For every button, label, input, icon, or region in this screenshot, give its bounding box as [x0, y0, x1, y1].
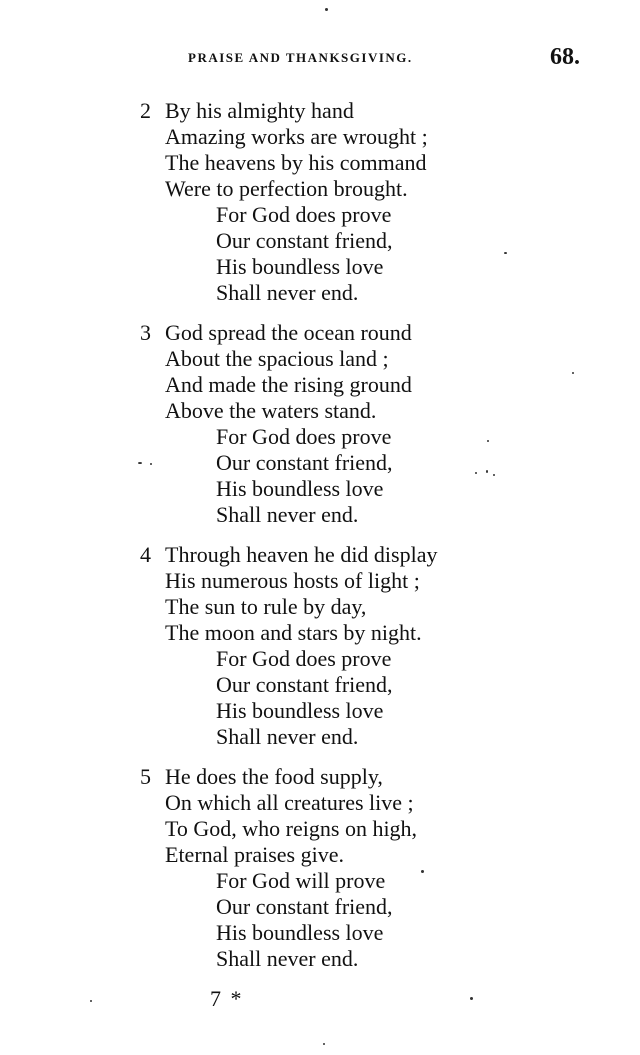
- verse-line: By his almighty hand: [165, 98, 354, 123]
- refrain-line: For God does prove: [216, 202, 392, 227]
- print-speck: [421, 870, 424, 873]
- verse-line: And made the rising ground: [165, 372, 412, 397]
- print-speck: [487, 440, 489, 442]
- refrain-line: For God does prove: [216, 646, 392, 671]
- print-speck: [475, 472, 477, 474]
- refrain-line: His boundless love: [216, 476, 384, 501]
- verse-line: Through heaven he did display: [165, 542, 438, 567]
- print-speck: [323, 1043, 325, 1045]
- signature-mark: 7 *: [210, 986, 244, 1011]
- refrain-line: Our constant friend,: [216, 450, 393, 475]
- verse-line: God spread the ocean round: [165, 320, 412, 345]
- verse-line: The heavens by his command: [165, 150, 427, 175]
- page-number: 68.: [550, 44, 580, 70]
- refrain-line: Our constant friend,: [216, 894, 393, 919]
- refrain-line: For God will prove: [216, 868, 386, 893]
- running-title: PRAISE AND THANKSGIVING.: [188, 50, 413, 65]
- stanza-number: 3: [140, 320, 151, 345]
- verse-line: The sun to rule by day,: [165, 594, 367, 619]
- print-speck: [504, 252, 507, 254]
- refrain-line: Shall never end.: [216, 724, 359, 749]
- refrain-line: Shall never end.: [216, 502, 359, 527]
- refrain-line: Our constant friend,: [216, 228, 393, 253]
- verse-line: On which all creatures live ;: [165, 790, 414, 815]
- stanza-number: 4: [140, 542, 151, 567]
- print-speck: [325, 8, 328, 11]
- print-speck: [486, 470, 488, 473]
- stanza-number: 2: [140, 98, 151, 123]
- refrain-line: His boundless love: [216, 920, 384, 945]
- print-speck: [138, 462, 142, 464]
- verse-line: Above the waters stand.: [165, 398, 377, 423]
- print-speck: [572, 372, 574, 374]
- verse-line: Were to perfection brought.: [165, 176, 408, 201]
- print-speck: [493, 474, 495, 476]
- print-speck: [470, 997, 473, 1000]
- refrain-line: His boundless love: [216, 254, 384, 279]
- refrain-line: For God does prove: [216, 424, 392, 449]
- verse-line: Eternal praises give.: [165, 842, 344, 867]
- verse-line: To God, who reigns on high,: [165, 816, 418, 841]
- refrain-line: Shall never end.: [216, 280, 359, 305]
- verse-line: His numerous hosts of light ;: [165, 568, 420, 593]
- verse-line: He does the food supply,: [165, 764, 383, 789]
- verse-line: Amazing works are wrought ;: [165, 124, 428, 149]
- print-speck: [90, 1000, 92, 1002]
- refrain-line: Shall never end.: [216, 946, 359, 971]
- verse-line: About the spacious land ;: [165, 346, 389, 371]
- verse-line: The moon and stars by night.: [165, 620, 422, 645]
- stanza-number: 5: [140, 764, 151, 789]
- print-speck: [150, 463, 152, 465]
- refrain-line: His boundless love: [216, 698, 384, 723]
- refrain-line: Our constant friend,: [216, 672, 393, 697]
